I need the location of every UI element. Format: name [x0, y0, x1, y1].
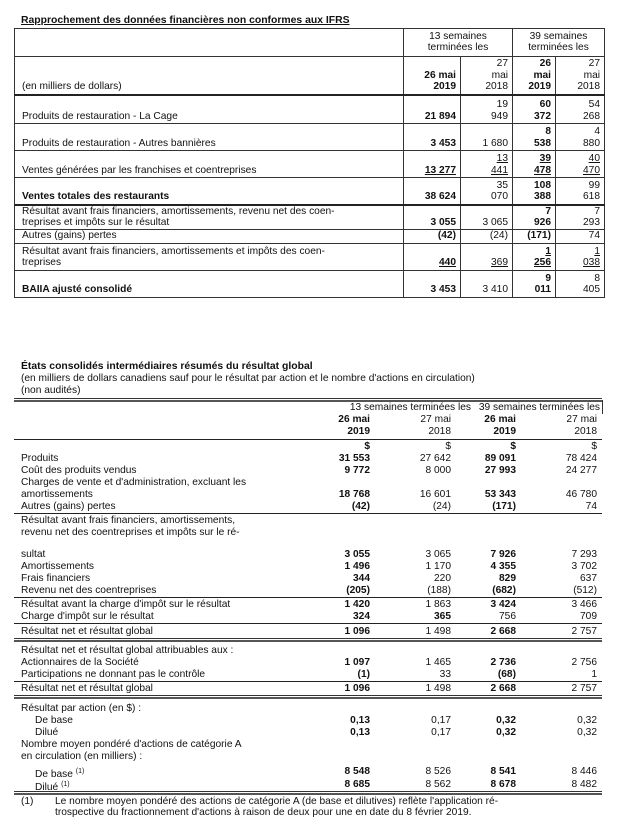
table-row-label-line: Résultat avant frais financiers, amortissements, — [21, 515, 236, 526]
header-vline — [602, 400, 603, 414]
footnote-ref: (1) — [61, 781, 70, 788]
table2-audit-note: (non audités) — [21, 385, 81, 396]
footnote-marker: (1) — [21, 796, 34, 807]
table-row-label-line: Charges de vente et d'administration, excluant les — [21, 477, 247, 488]
table-row: De base 0,13 0,17 0,32 0,32 — [35, 715, 597, 726]
col-header-2019-39w: 26 mai 2019 — [513, 57, 556, 95]
double-divider — [14, 695, 602, 699]
table-row-net-income: Résultat net et résultat global 1 096 1 498 2 668 2 757 — [21, 683, 597, 694]
table-row: Résultat avant la charge d'impôt sur le résultat 1 420 1 863 3 424 3 466 — [21, 599, 597, 610]
table-row: Ventes générées par les franchises et coentreprises 13 277 13 441 39 478 40 470 — [15, 151, 605, 178]
table2-year-header-row: 2019 2018 2019 2018 — [347, 426, 597, 437]
divider — [14, 439, 602, 440]
table-row: sultat 3 055 3 065 7 926 7 293 — [21, 549, 597, 560]
footnote-ref: (1) — [75, 768, 85, 775]
table-row-total: Ventes totales des restaurants 38 624 35 070 108 388 99 618 — [15, 178, 605, 205]
table-row: Produits de restauration - La Cage 21 894 19 949 60 372 54 268 — [15, 95, 605, 124]
table-row-section-header: en circulation (en milliers) : — [21, 751, 143, 762]
table-row: Coût des produits vendus 9 772 8 000 27 993 24 277 — [21, 465, 597, 476]
table-row: Autres (gains) pertes (42) (24) (171) 74 — [21, 501, 597, 512]
unit-label: (en milliers de dollars) — [15, 57, 404, 95]
col-header-2018-39w: 27 mai 2018 — [556, 57, 605, 95]
table-row: Charge d'impôt sur le résultat 324 365 756 709 — [21, 611, 597, 622]
table1-title: Rapprochement des données financières non conformes aux IFRS — [21, 15, 350, 26]
footnote-text: Le nombre moyen pondéré des actions de catégorie A (de base et dilutives) reflète l'application ré- trospective du fractionnement d'actions à raison de deux pour une en date du 8 février 2019. — [55, 796, 499, 819]
table-row: Autres (gains) pertes (42) (24) (171) 74 — [15, 230, 605, 243]
table2-subtitle: (en milliers de dollars canadiens sauf pour le résultat par action et le nombre d'actions en circulation) — [21, 373, 475, 384]
table-row: Participations ne donnant pas le contrôle (1) 33 (68) 1 — [21, 669, 597, 680]
col-header-2018-13w: 27 mai 2018 — [461, 57, 513, 95]
group-header-39-weeks: 39 semaines terminées les — [478, 402, 600, 413]
table-row-net-income: Résultat net et résultat global 1 096 1 498 2 668 2 757 — [21, 626, 597, 637]
table-row-section-header: Nombre moyen pondéré d'actions de catégorie A — [21, 739, 242, 750]
currency-row: $ $ $ $ — [364, 441, 597, 452]
table-row-section-header: Résultat par action (en $) : — [21, 703, 142, 714]
table-row-label-line: revenu net des coentreprises et impôts sur le ré- — [21, 527, 240, 538]
table-row: Revenu net des coentreprises (205) (188) (682) (512) — [21, 585, 597, 596]
table1-date-header-row — [15, 57, 605, 95]
table-row: Produits de restauration - Autres bannières 3 453 1 680 8 538 4 880 — [15, 124, 605, 151]
table-row-adjusted-ebitda: BAIIA ajusté consolidé 3 453 3 410 9 011 8 405 — [15, 270, 605, 297]
group-header-13-weeks: 13 semaines terminées les — [349, 402, 471, 413]
table-row-section-header: Résultat net et résultat global attribuables aux : — [21, 645, 234, 656]
double-divider — [14, 638, 602, 642]
double-divider — [14, 791, 602, 795]
table-row: Actionnaires de la Société 1 097 1 465 2 736 2 756 — [21, 657, 597, 668]
table-row: Résultat avant frais financiers, amortissements et impôts des coen- treprises 440 369 1 256 1 038 — [15, 243, 605, 270]
table-row: Dilué $^{(1)}$ 8 685 8 562 8 678 8 482 — [35, 779, 597, 793]
divider — [14, 597, 602, 598]
group-header-13-weeks: 13 semaines terminées les — [404, 29, 513, 57]
table1-group-header-row — [15, 29, 605, 57]
table-row: Résultat avant frais financiers, amortissements, revenu net des coen- treprises et impôts sur le résultat 3 055 3 065 7 926 7 293 — [15, 205, 605, 230]
non-ifrs-reconciliation-table — [14, 28, 605, 298]
table2-group-header-row — [21, 402, 600, 413]
table-row: Dilué 0,13 0,17 0,32 0,32 — [35, 727, 597, 738]
group-header-39-weeks: 39 semaines terminées les — [513, 29, 605, 57]
divider — [14, 513, 602, 514]
table-row: amortissements 18 768 16 601 53 343 46 780 — [21, 489, 597, 500]
table-row: De base $^{(1)}$ 8 548 8 526 8 541 8 446 — [35, 766, 597, 780]
divider — [14, 681, 602, 682]
table-row: Produits 31 553 27 642 89 091 78 424 — [21, 453, 597, 464]
divider — [14, 623, 602, 624]
col-header-2019-13w: 26 mai 2019 — [404, 57, 461, 95]
table-row: Frais financiers 344 220 829 637 — [21, 573, 597, 584]
table2-date-header-row: 26 mai 27 mai 26 mai 27 mai — [338, 414, 597, 425]
table2-title: États consolidés intermédiaires résumés du résultat global — [21, 361, 313, 372]
table-row: Amortissements 1 496 1 170 4 355 3 702 — [21, 561, 597, 572]
